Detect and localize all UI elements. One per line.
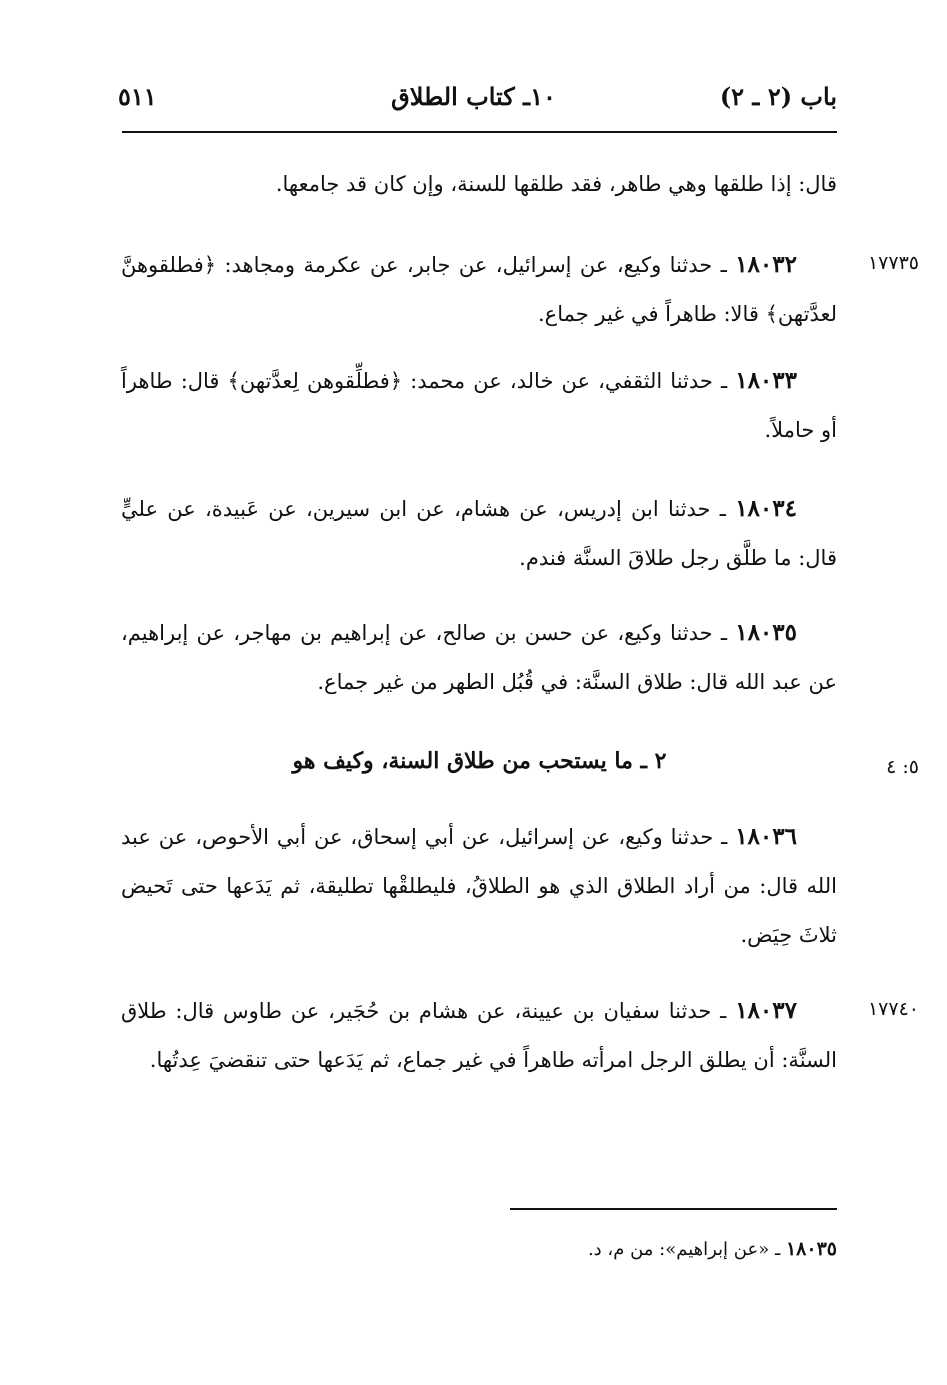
hadith-text: ـ حدثنا ابن إدريس، عن هشام، عن ابن سيرين، عن عَبيدة، عن عليٍّ قال: ما طلَّق رجل طلاقَ السنَّة فندم.: [121, 497, 837, 570]
margin-note: ١٧٧٣٥: [867, 252, 919, 274]
hadith-text: ـ حدثنا وكيع، عن إسرائيل، عن جابر، عن عكرمة ومجاهد: ﴿فطلقوهنَّ لعدَّتهن﴾ قالا: طاهراً في غير جماع.: [121, 253, 837, 326]
hadith-text: ـ حدثنا وكيع، عن حسن بن صالح، عن إبراهيم بن مهاجر، عن إبراهيم، عن عبد الله قال: طلاق السنَّة: في قُبُل الطهر من غير جماع.: [121, 621, 837, 694]
header-rule: [122, 131, 837, 133]
section-heading: ٢ ـ ما يستحب من طلاق السنة، وكيف هو: [292, 748, 667, 774]
footnote: [588, 1238, 837, 1260]
hadith-number: ١٨٠٣٢: [735, 251, 797, 278]
hadith-number: ١٨٠٣٤: [735, 495, 797, 522]
hadith-text: ـ حدثنا الثقفي، عن خالد، عن محمد: ﴿فطلِّقوهن لِعدَّتهن﴾ قال: طاهراً أو حاملاً.: [121, 369, 837, 442]
hadith-number: ١٨٠٣٣: [735, 367, 797, 394]
hadith-paragraph: [121, 986, 837, 1085]
margin-note: ١٧٧٤٠: [867, 998, 919, 1020]
hadith-paragraph: [121, 484, 837, 583]
hadith-number: ١٨٠٣٧: [735, 997, 797, 1024]
hadith-paragraph: [121, 812, 837, 960]
footnote-number: ١٨٠٣٥: [785, 1238, 837, 1260]
hadith-text: ـ حدثنا وكيع، عن إسرائيل، عن أبي إسحاق، عن أبي الأحوص، عن عبد الله قال: من أراد الطلاق الذي هو الطلاقُ، فليطلقْها تطليقة، ثم يَدَعها حتى تَحيض ثلاثَ حِيَض.: [121, 825, 837, 947]
hadith-paragraph: [121, 240, 837, 339]
paragraph-continuation: [121, 160, 837, 209]
paragraph-text: قال: إذا طلقها وهي طاهر، فقد طلقها للسنة، وإن كان قد جامعها.: [275, 172, 837, 196]
hadith-paragraph: [121, 356, 837, 455]
book-title: ١٠ـ كتاب الطلاق: [391, 82, 556, 111]
page-number: ٥١١: [118, 82, 157, 111]
footnote-text: ـ «عن إبراهيم»: من م، د.: [587, 1239, 781, 1260]
footnote-rule: [510, 1208, 837, 1210]
hadith-text: ـ حدثنا سفيان بن عيينة، عن هشام بن حُجَير، عن طاوس قال: طلاق السنَّة: أن يطلق الرجل امرأته طاهراً في غير جماع، ثم يَدَعها حتى تنقضيَ عِدتُها.: [121, 999, 837, 1072]
hadith-number: ١٨٠٣٦: [735, 823, 797, 850]
margin-note: ٥: ٤: [886, 756, 919, 778]
chapter-reference: باب (٢ ـ ٢): [719, 82, 837, 111]
hadith-number: ١٨٠٣٥: [735, 619, 797, 646]
hadith-paragraph: [121, 608, 837, 707]
